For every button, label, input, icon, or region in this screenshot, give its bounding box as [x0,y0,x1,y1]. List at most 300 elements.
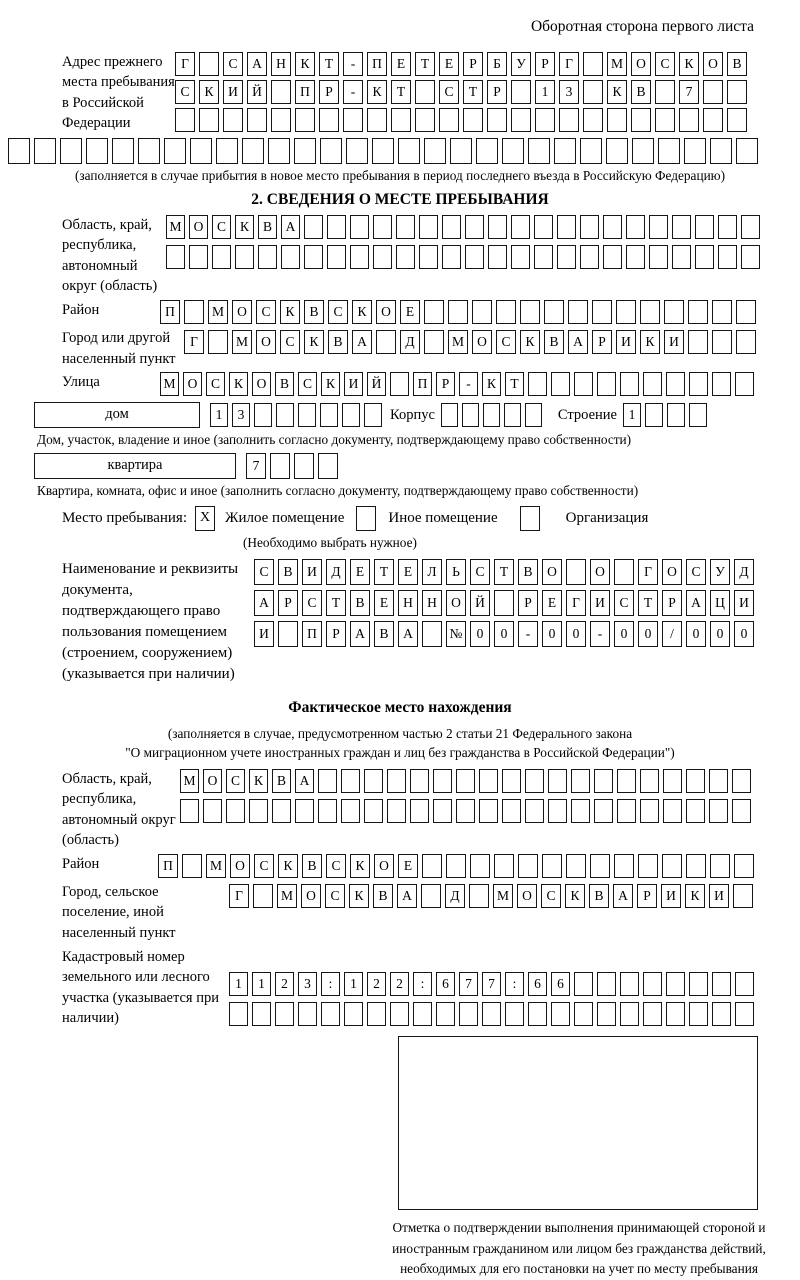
char-box[interactable] [594,769,613,793]
char-box[interactable] [672,245,691,269]
char-box[interactable] [410,769,429,793]
char-box[interactable]: 6 [551,972,570,996]
char-box[interactable] [419,215,438,239]
char-box[interactable] [732,799,751,823]
char-box[interactable] [166,245,185,269]
char-box[interactable]: И [254,621,274,647]
char-box[interactable]: С [298,372,317,396]
char-box[interactable] [488,215,507,239]
char-box[interactable]: П [295,80,315,104]
char-box[interactable]: Е [391,52,411,76]
char-box[interactable] [275,1002,294,1026]
char-box[interactable]: К [565,884,585,908]
char-box[interactable] [732,769,751,793]
char-box[interactable] [212,245,231,269]
char-box[interactable]: М [206,854,226,878]
char-box[interactable]: В [544,330,564,354]
char-box[interactable]: Р [487,80,507,104]
char-box[interactable]: 2 [275,972,294,996]
char-box[interactable]: Н [398,590,418,616]
char-box[interactable] [736,330,756,354]
char-box[interactable]: М [277,884,297,908]
char-box[interactable] [199,108,219,132]
char-box[interactable] [276,403,294,427]
char-box[interactable]: С [223,52,243,76]
char-box[interactable] [294,138,316,164]
char-box[interactable]: 0 [638,621,658,647]
char-box[interactable] [258,245,277,269]
char-box[interactable] [465,215,484,239]
char-box[interactable] [617,769,636,793]
char-box[interactable] [638,854,658,878]
char-box[interactable] [620,972,639,996]
char-box[interactable] [364,769,383,793]
char-box[interactable] [281,245,300,269]
char-box[interactable]: В [328,330,348,354]
char-box[interactable]: О [542,559,562,585]
char-box[interactable]: А [686,590,706,616]
char-box[interactable] [346,138,368,164]
char-box[interactable] [415,80,435,104]
char-box[interactable] [470,854,490,878]
char-box[interactable] [689,972,708,996]
char-box[interactable]: 3 [298,972,317,996]
char-box[interactable] [525,403,542,427]
char-box[interactable] [390,1002,409,1026]
char-box[interactable]: К [280,300,300,324]
char-box[interactable] [433,799,452,823]
char-box[interactable]: И [302,559,322,585]
char-box[interactable] [410,799,429,823]
char-box[interactable] [387,799,406,823]
char-box[interactable] [662,854,682,878]
char-box[interactable] [712,972,731,996]
char-box[interactable]: К [278,854,298,878]
char-box[interactable] [736,300,756,324]
char-box[interactable]: Л [422,559,442,585]
char-box[interactable]: Р [535,52,555,76]
char-box[interactable]: 0 [470,621,490,647]
char-box[interactable]: Б [487,52,507,76]
char-box[interactable] [718,245,737,269]
char-box[interactable] [640,799,659,823]
char-box[interactable]: 0 [734,621,754,647]
char-box[interactable] [686,769,705,793]
char-box[interactable]: А [398,621,418,647]
char-box[interactable] [679,108,699,132]
char-box[interactable] [606,138,628,164]
char-box[interactable] [413,1002,432,1026]
char-box[interactable]: П [158,854,178,878]
char-box[interactable]: 3 [559,80,579,104]
char-box[interactable]: М [180,769,199,793]
char-box[interactable] [502,769,521,793]
char-box[interactable]: Й [367,372,386,396]
char-box[interactable]: В [518,559,538,585]
char-box[interactable]: Т [463,80,483,104]
char-box[interactable] [632,138,654,164]
char-box[interactable] [343,108,363,132]
char-box[interactable] [590,854,610,878]
char-box[interactable]: Д [734,559,754,585]
char-box[interactable]: К [349,884,369,908]
char-box[interactable] [295,799,314,823]
char-box[interactable] [396,245,415,269]
char-box[interactable] [138,138,160,164]
char-box[interactable] [472,300,492,324]
char-box[interactable]: 0 [686,621,706,647]
char-box[interactable] [520,300,540,324]
char-box[interactable]: 2 [390,972,409,996]
char-box[interactable] [534,245,553,269]
char-box[interactable] [327,215,346,239]
char-box[interactable]: О [256,330,276,354]
char-box[interactable] [270,453,290,479]
char-box[interactable]: Г [229,884,249,908]
char-box[interactable]: К [199,80,219,104]
char-box[interactable] [551,1002,570,1026]
char-box[interactable]: К [679,52,699,76]
char-box[interactable] [376,330,396,354]
char-box[interactable] [422,621,442,647]
char-box[interactable]: О [183,372,202,396]
char-box[interactable] [616,300,636,324]
char-box[interactable] [689,403,707,427]
char-box[interactable] [469,884,489,908]
char-box[interactable]: 0 [614,621,634,647]
char-box[interactable] [709,799,728,823]
char-box[interactable] [712,1002,731,1026]
char-box[interactable] [86,138,108,164]
char-box[interactable] [583,52,603,76]
char-box[interactable] [164,138,186,164]
char-box[interactable]: А [254,590,274,616]
char-box[interactable]: Р [662,590,682,616]
char-box[interactable]: - [590,621,610,647]
char-box[interactable] [433,769,452,793]
char-box[interactable]: К [321,372,340,396]
char-box[interactable]: К [295,52,315,76]
char-box[interactable]: В [373,884,393,908]
char-box[interactable]: С [175,80,195,104]
char-box[interactable] [511,215,530,239]
char-box[interactable] [733,884,753,908]
char-box[interactable]: М [160,372,179,396]
char-box[interactable]: К [235,215,254,239]
char-box[interactable] [554,138,576,164]
char-box[interactable] [229,1002,248,1026]
char-box[interactable] [525,769,544,793]
char-box[interactable]: Г [559,52,579,76]
char-box[interactable]: 0 [566,621,586,647]
char-box[interactable] [448,300,468,324]
char-box[interactable] [631,108,651,132]
char-box[interactable] [518,854,538,878]
char-box[interactable]: 1 [252,972,271,996]
char-box[interactable]: Н [271,52,291,76]
char-box[interactable] [655,108,675,132]
char-box[interactable]: 7 [459,972,478,996]
char-box[interactable]: В [272,769,291,793]
char-box[interactable]: О [662,559,682,585]
char-box[interactable]: С [439,80,459,104]
char-box[interactable]: Т [638,590,658,616]
char-box[interactable]: Е [398,559,418,585]
char-box[interactable]: С [206,372,225,396]
char-box[interactable]: М [493,884,513,908]
char-box[interactable] [436,1002,455,1026]
char-box[interactable] [666,1002,685,1026]
char-box[interactable]: Т [326,590,346,616]
char-box[interactable]: К [520,330,540,354]
char-box[interactable] [350,215,369,239]
char-box[interactable] [528,1002,547,1026]
char-box[interactable] [327,245,346,269]
char-box[interactable]: Е [439,52,459,76]
char-box[interactable] [235,245,254,269]
char-box[interactable]: : [321,972,340,996]
char-box[interactable]: С [256,300,276,324]
char-box[interactable]: О [703,52,723,76]
char-box[interactable] [350,245,369,269]
char-box[interactable]: 0 [542,621,562,647]
char-box[interactable] [727,80,747,104]
char-box[interactable]: 7 [482,972,501,996]
char-box[interactable] [294,453,314,479]
char-box[interactable] [566,854,586,878]
char-box[interactable]: К [229,372,248,396]
char-box[interactable]: О [590,559,610,585]
char-box[interactable] [304,215,323,239]
char-box[interactable] [597,372,616,396]
char-box[interactable] [603,245,622,269]
char-box[interactable]: 1 [210,403,228,427]
char-box[interactable]: № [446,621,466,647]
char-box[interactable] [482,1002,501,1026]
char-box[interactable]: С [686,559,706,585]
char-box[interactable] [223,108,243,132]
char-box[interactable] [415,108,435,132]
char-box[interactable] [421,884,441,908]
char-box[interactable]: М [208,300,228,324]
char-box[interactable]: - [518,621,538,647]
char-box[interactable]: / [662,621,682,647]
char-box[interactable] [535,108,555,132]
char-box[interactable] [557,215,576,239]
char-box[interactable]: А [350,621,370,647]
char-box[interactable] [727,108,747,132]
char-box[interactable]: : [505,972,524,996]
char-box[interactable] [190,138,212,164]
char-box[interactable] [505,1002,524,1026]
char-box[interactable]: О [517,884,537,908]
char-box[interactable]: С [326,854,346,878]
char-box[interactable] [574,1002,593,1026]
char-box[interactable] [649,245,668,269]
char-box[interactable] [341,799,360,823]
char-box[interactable]: 1 [229,972,248,996]
char-box[interactable] [247,108,267,132]
char-box[interactable]: 1 [623,403,641,427]
char-box[interactable]: И [223,80,243,104]
char-box[interactable] [465,245,484,269]
char-box[interactable]: С [280,330,300,354]
char-box[interactable] [695,245,714,269]
char-box[interactable] [663,799,682,823]
char-box[interactable]: О [374,854,394,878]
char-box[interactable] [542,854,562,878]
char-box[interactable] [424,138,446,164]
char-box[interactable] [272,799,291,823]
char-box[interactable] [184,300,204,324]
char-box[interactable] [574,972,593,996]
char-box[interactable]: О [189,215,208,239]
char-box[interactable]: Е [374,590,394,616]
char-box[interactable] [735,972,754,996]
char-box[interactable] [298,1002,317,1026]
char-box[interactable] [686,854,706,878]
char-box[interactable] [321,1002,340,1026]
char-box[interactable] [320,403,338,427]
char-box[interactable]: П [413,372,432,396]
char-box[interactable] [712,300,732,324]
char-box[interactable] [271,80,291,104]
char-box[interactable] [525,799,544,823]
char-box[interactable]: С [470,559,490,585]
char-box[interactable] [686,799,705,823]
char-box[interactable]: В [275,372,294,396]
char-box[interactable]: Р [436,372,455,396]
char-box[interactable] [242,138,264,164]
char-box[interactable] [479,799,498,823]
char-box[interactable]: Р [592,330,612,354]
char-box[interactable] [710,138,732,164]
char-box[interactable] [254,403,272,427]
char-box[interactable] [199,52,219,76]
char-box[interactable] [318,799,337,823]
char-box[interactable] [462,403,479,427]
char-box[interactable]: Е [398,854,418,878]
char-box[interactable]: 6 [436,972,455,996]
char-box[interactable] [736,138,758,164]
char-box[interactable]: В [278,559,298,585]
char-box[interactable] [649,215,668,239]
char-box[interactable] [372,138,394,164]
char-box[interactable]: А [397,884,417,908]
char-box[interactable] [640,769,659,793]
char-box[interactable]: 7 [246,453,266,479]
char-box[interactable]: И [590,590,610,616]
char-box[interactable]: Р [463,52,483,76]
char-box[interactable]: В [258,215,277,239]
char-box[interactable]: К [304,330,324,354]
char-box[interactable]: Г [184,330,204,354]
char-box[interactable]: Й [470,590,490,616]
char-box[interactable]: И [734,590,754,616]
char-box[interactable] [695,215,714,239]
char-box[interactable] [419,245,438,269]
char-box[interactable] [387,769,406,793]
char-box[interactable]: Т [391,80,411,104]
char-box[interactable] [580,245,599,269]
char-box[interactable] [511,80,531,104]
char-box[interactable]: М [166,215,185,239]
char-box[interactable] [658,138,680,164]
char-box[interactable] [703,80,723,104]
char-box[interactable] [666,972,685,996]
char-box[interactable] [271,108,291,132]
char-box[interactable] [442,245,461,269]
char-box[interactable]: И [661,884,681,908]
char-box[interactable] [494,854,514,878]
char-box[interactable] [703,108,723,132]
char-box[interactable]: О [203,769,222,793]
char-box[interactable] [439,108,459,132]
char-box[interactable]: 7 [679,80,699,104]
char-box[interactable] [603,215,622,239]
char-box[interactable]: К [685,884,705,908]
char-box[interactable] [216,138,238,164]
char-box[interactable]: О [232,300,252,324]
char-box[interactable] [226,799,245,823]
char-box[interactable]: О [631,52,651,76]
char-box[interactable]: М [448,330,468,354]
char-box[interactable]: В [304,300,324,324]
char-box[interactable]: П [160,300,180,324]
char-box[interactable] [459,1002,478,1026]
char-box[interactable] [341,769,360,793]
char-box[interactable] [476,138,498,164]
char-box[interactable] [479,769,498,793]
char-box[interactable]: 1 [344,972,363,996]
char-box[interactable] [557,245,576,269]
char-box[interactable] [735,372,754,396]
char-box[interactable] [617,799,636,823]
char-box[interactable] [626,215,645,239]
char-box[interactable]: С [655,52,675,76]
char-box[interactable] [574,372,593,396]
char-box[interactable]: С [212,215,231,239]
char-box[interactable] [502,799,521,823]
char-box[interactable]: 0 [710,621,730,647]
char-box[interactable] [559,108,579,132]
char-box[interactable] [620,1002,639,1026]
char-box[interactable]: О [230,854,250,878]
char-box[interactable] [663,769,682,793]
char-box[interactable]: В [350,590,370,616]
char-box[interactable]: А [247,52,267,76]
char-box[interactable] [594,799,613,823]
char-box[interactable] [583,108,603,132]
char-box[interactable] [391,108,411,132]
char-box[interactable] [456,769,475,793]
char-box[interactable] [203,799,222,823]
char-box[interactable] [741,245,760,269]
char-box[interactable] [488,245,507,269]
char-box[interactable] [252,1002,271,1026]
char-box[interactable]: С [614,590,634,616]
char-box[interactable]: П [367,52,387,76]
char-box[interactable]: Е [542,590,562,616]
char-box[interactable] [645,403,663,427]
char-box[interactable] [398,138,420,164]
char-box[interactable] [597,1002,616,1026]
char-box[interactable] [566,559,586,585]
char-box[interactable] [483,403,500,427]
char-box[interactable] [643,1002,662,1026]
char-box[interactable]: В [631,80,651,104]
char-box[interactable] [424,330,444,354]
